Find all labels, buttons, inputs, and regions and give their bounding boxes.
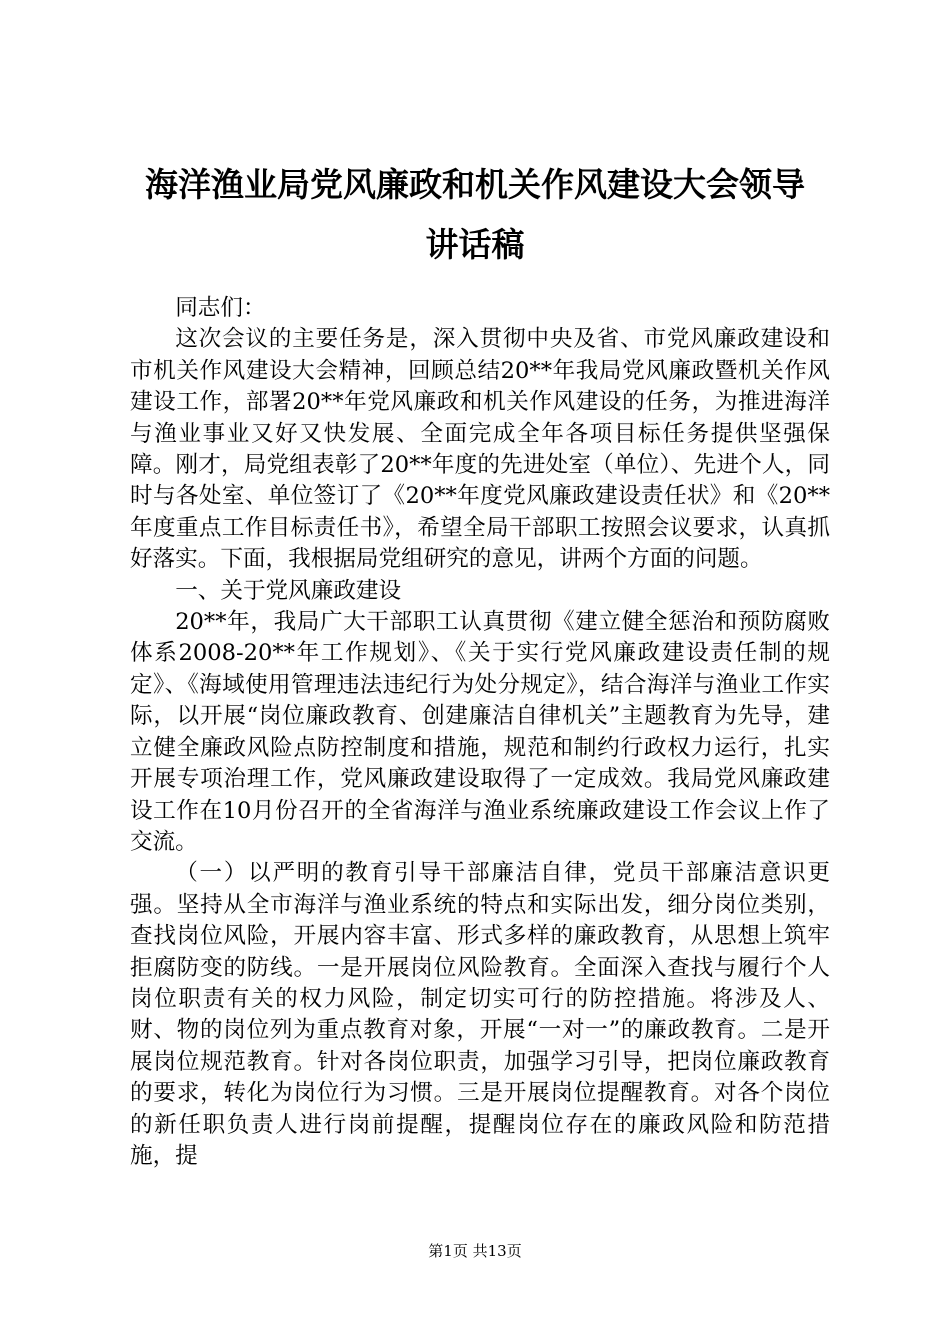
paragraph-intro: 这次会议的主要任务是，深入贯彻中央及省、市党风廉政建设和市机关作风建设大会精神，回顾总结20**年我局党风廉政暨机关作风建设工作，部署20**年党风廉政和机关作风建设的任务，为推进海洋与渔业事业又好又快发展、全面完成全年各项目标任务提供坚强保障。刚才，局党组表彰了20**年度的先进处室（单位）、先进个人，同时与各处室、单位签订了《20**年度党风廉政建设责任状》和《20**年度重点工作目标责任书》，希望全局干部职工按照会议要求，认真抓好落实。下面，我根据局党组研究的意见，讲两个方面的问题。 — [130, 326, 830, 573]
document-title-line-1: 海洋渔业局党风廉政和机关作风建设大会领导 — [145, 165, 805, 204]
paragraph-subsection-one: （一）以严明的教育引导干部廉洁自律，党员干部廉洁意识更强。坚持从全市海洋与渔业系统的特点和实际出发，细分岗位类别，查找岗位风险，开展内容丰富、形式多样的廉政教育，从思想上筑牢拒腐防变的防线。一是开展岗位风险教育。全面深入查找与履行个人岗位职责有关的权力风险，制定切实可行的防控措施。将涉及人、财、物的岗位列为重点教育对象，开展“一对一”的廉政教育。二是开展岗位规范教育。针对各岗位职责，加强学习引导，把岗位廉政教育的要求，转化为岗位行为习惯。三是开展岗位提醒教育。对各个岗位的新任职负责人进行岗前提醒，提醒岗位存在的廉政风险和防范措施，提 — [130, 860, 830, 1169]
salutation: 同志们： — [175, 295, 266, 321]
document-body — [130, 293, 830, 1172]
document-title-line-2: 讲话稿 — [425, 225, 525, 264]
page-footer: 第1页 共13页 — [428, 1242, 522, 1260]
paragraph-section-one: 20**年，我局广大干部职工认真贯彻《建立健全惩治和预防腐败体系2008-20**年工作规划》、《关于实行党风廉政建设责任制的规定》、《海域使用管理违法违纪行为处分规定》，结合海洋与渔业工作实际，以开展“岗位廉政教育、创建廉洁自律机关”主题教育为先导，建立健全廉政风险点防控制度和措施，规范和制约行政权力运行，扎实开展专项治理工作，党风廉政建设取得了一定成效。我局党风廉政建设工作在10月份召开的全省海洋与渔业系统廉政建设工作会议上作了交流。 — [130, 609, 830, 855]
section-heading: 一、关于党风廉政建设 — [175, 577, 402, 604]
